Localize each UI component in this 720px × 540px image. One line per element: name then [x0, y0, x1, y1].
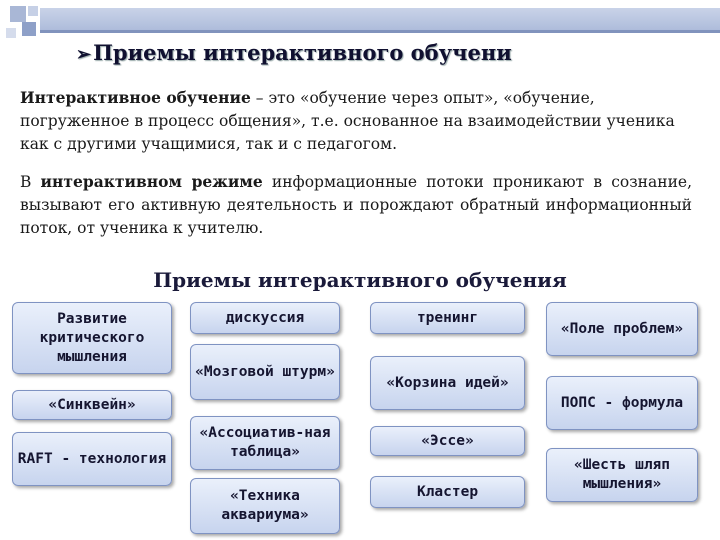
method-box-pops-formula: ПОПС - формула [546, 376, 698, 430]
method-box-training: тренинг [370, 302, 525, 334]
decor-square [22, 22, 36, 36]
mode-text: информационные потоки проникают в сознание, вызывают его активную деятельность и порождают обратный информационный поток, от ученика к учителю. [20, 173, 693, 237]
slide-title-text: Приемы интерактивного обучени [93, 40, 512, 65]
arrow-bullet-icon: ➢ [76, 44, 92, 65]
method-box-problem-field: «Поле проблем» [546, 302, 698, 356]
decor-square [28, 6, 38, 16]
mode-lead: В [20, 173, 41, 191]
decor-square [10, 6, 26, 22]
method-box-cluster: Кластер [370, 476, 525, 508]
method-box-aquarium: «Техника аквариума» [190, 478, 340, 534]
method-box-cinquain: «Синквейн» [12, 390, 172, 420]
methods-heading: Приемы интерактивного обучения [153, 268, 567, 292]
definition-term: Интерактивное обучение [20, 88, 251, 107]
definition-text: – это «обучение через опыт», «обучение, погруженное в процесс общения», т.е. основанное на взаимодействии ученика как с другими учащимися, так и с педагогом. [20, 89, 675, 153]
method-box-idea-basket: «Корзина идей» [370, 356, 525, 410]
method-box-raft: RAFT - технология [12, 432, 172, 486]
method-box-brainstorm: «Мозговой штурм» [190, 344, 340, 400]
mode-paragraph [20, 170, 692, 240]
header-divider [40, 30, 720, 33]
method-box-essay: «Эссе» [370, 426, 525, 456]
method-box-six-hats: «Шесть шляп мышления» [546, 448, 698, 502]
method-box-discussion: дискуссия [190, 302, 340, 334]
method-box-association-table: «Ассоциатив-ная таблица» [190, 416, 340, 470]
method-box-critical-thinking: Развитие критического мышления [12, 302, 172, 374]
header-bar [40, 8, 720, 30]
decor-square [6, 28, 16, 38]
definition-paragraph [20, 86, 692, 156]
slide-title [76, 40, 512, 65]
mode-term: интерактивном режиме [40, 172, 263, 191]
